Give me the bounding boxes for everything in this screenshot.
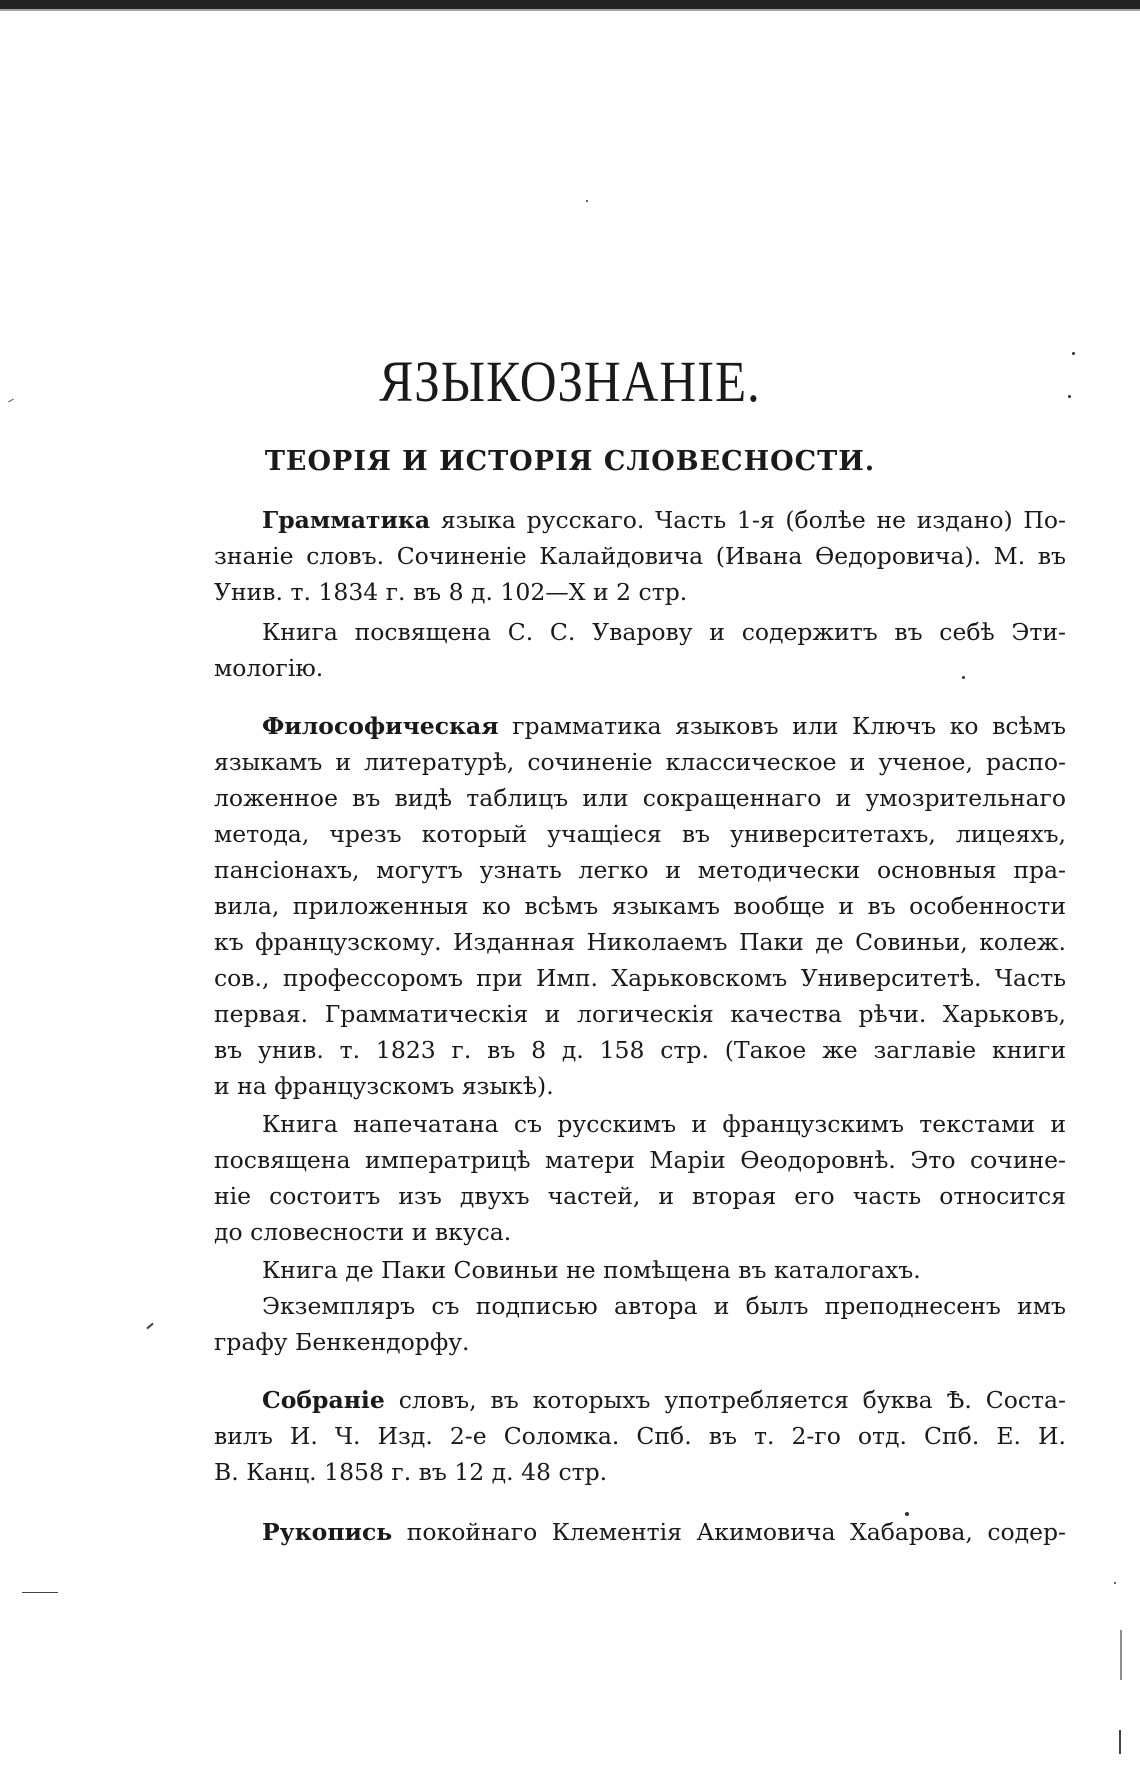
- scan-speck: [962, 676, 965, 679]
- text-line: [214, 1214, 1066, 1250]
- scan-speck: [1114, 1582, 1116, 1584]
- line-text: Унив. т. 1834 г. въ 8 д. 102—X и 2 стр.: [214, 578, 688, 606]
- line-text: первая. Грамматическія и логическія качества рѣчи. Харьковъ,: [214, 1000, 1066, 1028]
- text-line: [214, 1324, 1066, 1360]
- line-text: мологію.: [214, 654, 324, 682]
- line-text: языкамъ и литературѣ, сочиненіе классическое и ученое, распо-: [214, 748, 1066, 776]
- entry-lead-word: Собраніе: [262, 1386, 385, 1414]
- line-text: ложенное въ видѣ таблицъ или сокращеннаго и умозрительнаго: [214, 784, 1066, 812]
- text-line: [262, 708, 1066, 744]
- entry-lead-word: Грамматика: [262, 506, 431, 534]
- line-text: покойнаго Клементія Акимовича Хабарова, содер-: [392, 1518, 1066, 1546]
- text-line: [214, 924, 1066, 960]
- line-text: вила, приложенныя ко всѣмъ языкамъ вообще и въ особенности: [214, 892, 1066, 920]
- line-text: знаніе словъ. Сочиненіе Калайдовича (Ивана Ѳедоровича). М. въ: [214, 542, 1066, 570]
- text-line: [214, 1142, 1066, 1178]
- line-text: пансіонахъ, могутъ узнать легко и методически основныя пра-: [214, 856, 1066, 884]
- text-line: [214, 888, 1066, 924]
- text-line: [262, 614, 1066, 650]
- line-text: графу Бенкендорфу.: [214, 1328, 470, 1356]
- line-text: къ французскому. Изданная Николаемъ Паки де Совиньи, колеж.: [214, 928, 1066, 956]
- scan-mark: [22, 1592, 58, 1593]
- scan-mark: [1119, 1730, 1121, 1754]
- text-line: [214, 1068, 1066, 1104]
- text-line: [214, 574, 1066, 610]
- scan-speck: [586, 200, 588, 202]
- line-text: метода, чрезъ который учащіеся въ университетахъ, лицеяхъ,: [214, 820, 1066, 848]
- text-line: [262, 1514, 1066, 1550]
- section-subtitle: ТЕОРІЯ И ИСТОРІЯ СЛОВЕСНОСТИ.: [264, 446, 876, 477]
- text-line: [214, 1418, 1066, 1454]
- text-line: [262, 1106, 1066, 1142]
- line-text: Книга де Паки Совиньи не помѣщена въ каталогахъ.: [262, 1256, 921, 1284]
- text-line: [214, 1032, 1066, 1068]
- line-text: Экземпляръ съ подписью автора и былъ преподнесенъ имъ: [262, 1292, 1066, 1320]
- line-text: посвящена императрицѣ матери Маріи Ѳеодоровнѣ. Это сочине-: [214, 1146, 1066, 1174]
- text-line: [262, 1288, 1066, 1324]
- text-line: [214, 960, 1066, 996]
- text-line: [214, 1178, 1066, 1214]
- entry-lead-word: Рукопись: [262, 1518, 393, 1546]
- text-line: [214, 816, 1066, 852]
- entry-lead-word: Философическая: [262, 712, 499, 740]
- line-text: В. Канц. 1858 г. въ 12 д. 48 стр.: [214, 1458, 608, 1486]
- scan-mark: [1120, 1630, 1122, 1680]
- text-line: [214, 780, 1066, 816]
- scan-speck: [905, 1512, 909, 1516]
- line-text: языка русскаго. Часть 1-я (болѣе не издано) По-: [430, 506, 1066, 534]
- line-text: словъ, въ которыхъ употребляется буква Ѣ. Соста-: [384, 1386, 1066, 1414]
- text-line: [262, 1382, 1066, 1418]
- text-line: [214, 538, 1066, 574]
- text-line: [214, 744, 1066, 780]
- line-text: вилъ И. Ч. Изд. 2-е Соломка. Спб. въ т. 2-го отд. Спб. Е. И.: [214, 1422, 1066, 1450]
- text-line: [214, 852, 1066, 888]
- section-title: ЯЗЫКОЗНАНІЕ.: [379, 349, 761, 414]
- line-text: сов., профессоромъ при Имп. Харьковскомъ Университетѣ. Часть: [214, 964, 1066, 992]
- text-line: [214, 1454, 1066, 1490]
- text-line: [214, 996, 1066, 1032]
- text-line: [214, 650, 1066, 686]
- text-line: [262, 1252, 1066, 1288]
- line-text: Книга напечатана съ русскимъ и французскимъ текстами и: [262, 1110, 1066, 1138]
- line-text: въ унив. т. 1823 г. въ 8 д. 158 стр. (Такое же заглавіе книги: [214, 1036, 1066, 1064]
- line-text: и на французскомъ языкѣ).: [214, 1072, 554, 1100]
- scan-speck: [1072, 352, 1075, 355]
- text-line: [262, 502, 1066, 538]
- line-text: грамматика языковъ или Ключъ ко всѣмъ: [498, 712, 1066, 740]
- line-text: до словесности и вкуса.: [214, 1218, 512, 1246]
- line-text: Книга посвящена С. С. Уварову и содержитъ въ себѣ Эти-: [262, 618, 1066, 646]
- line-text: ніе состоитъ изъ двухъ частей, и вторая его часть относится: [214, 1182, 1066, 1210]
- scan-speck: [1068, 395, 1071, 398]
